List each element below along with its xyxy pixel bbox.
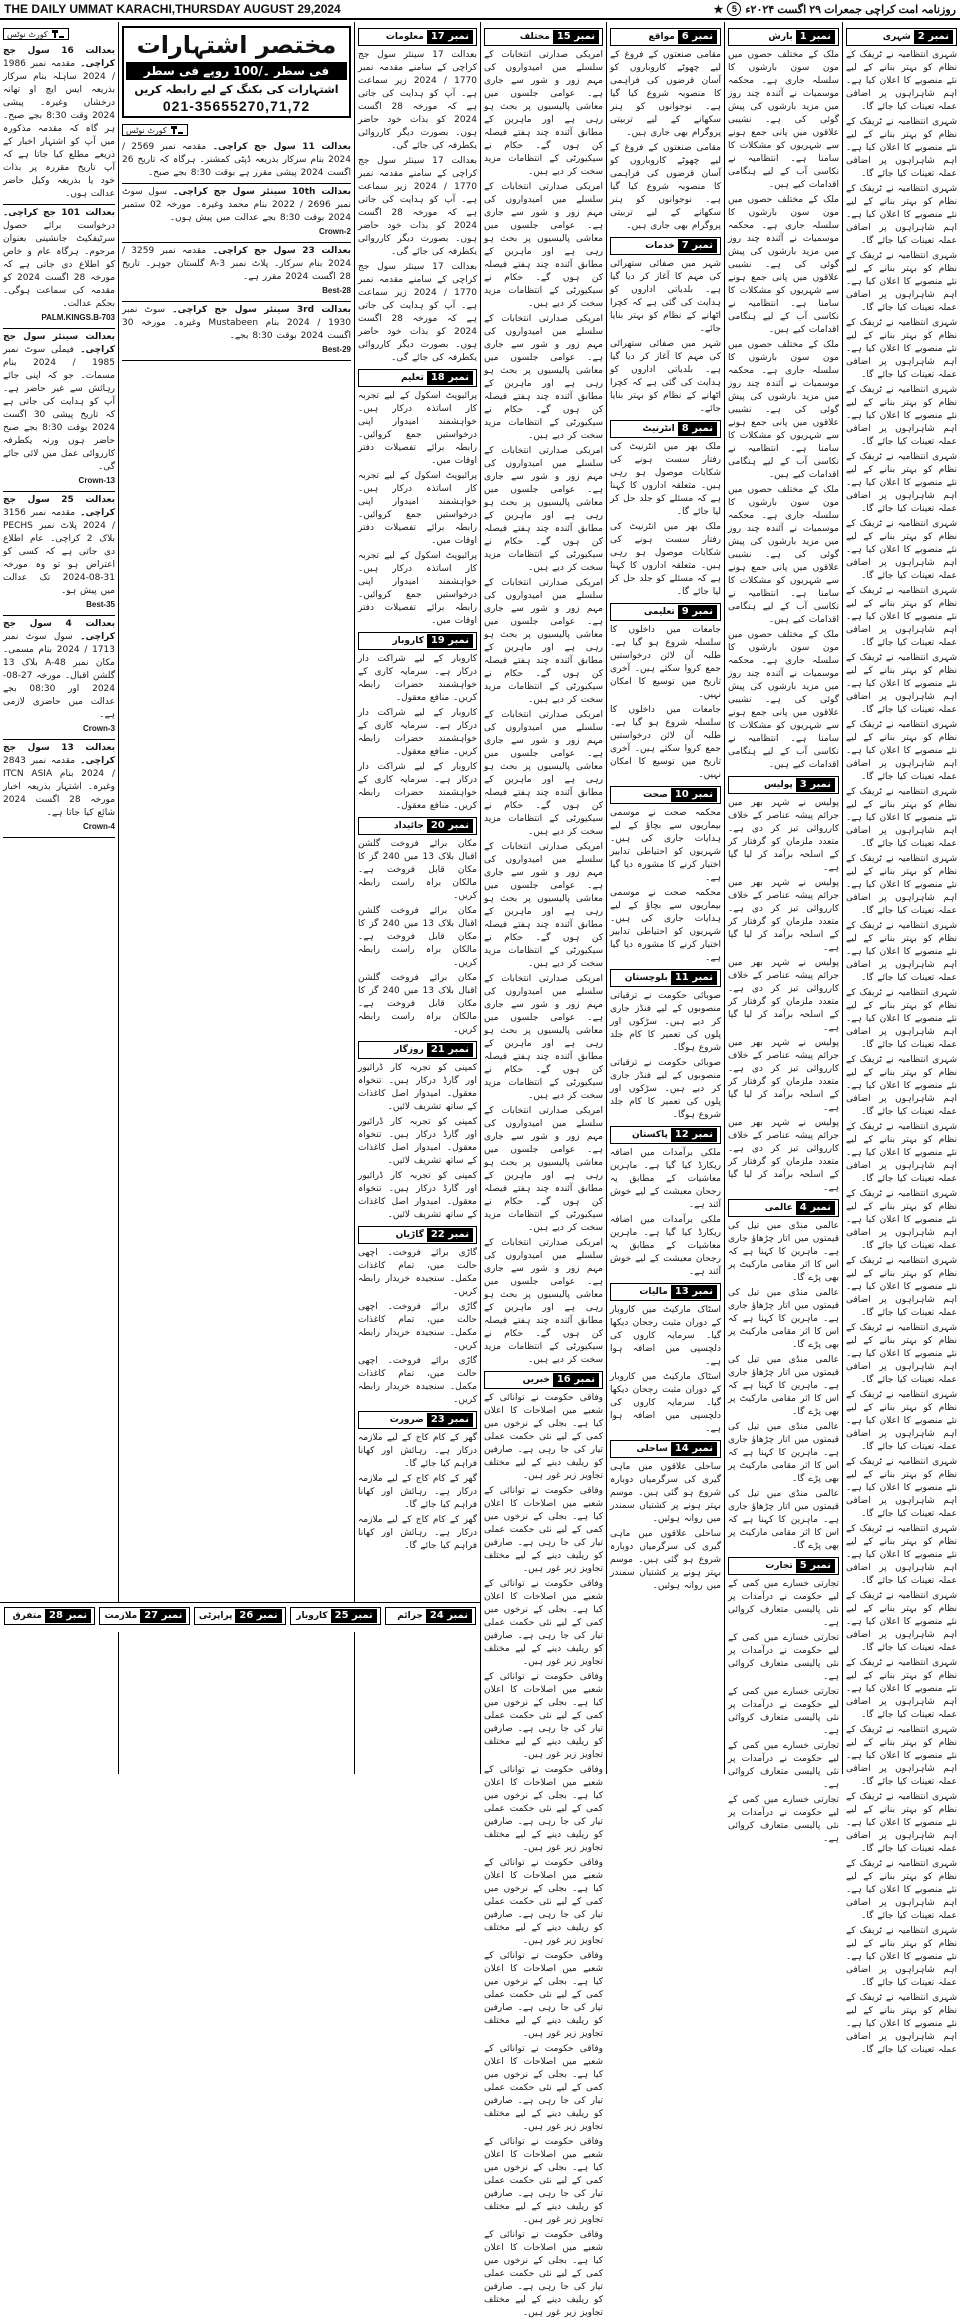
section-paragraph: وفاقی حکومت نے توانائی کے شعبے میں اصلاحات کا اعلان کیا ہے۔ بجلی کے نرخوں میں کمی کے لیے نئی حکمت عملی تیار کی جا رہی ہے۔ صارفین کو ریلیف دینے کے لیے مختلف تجاویز زیر غور ہیں۔: [484, 1951, 603, 2039]
section-paragraph: مکان برائے فروخت گلشن اقبال بلاک 13 میں 240 گز کا مکان قابل فروخت ہے۔ مالکان براہ راست رابطہ کریں۔: [358, 839, 478, 901]
section-paragraph: امریکی صدارتی انتخابات کے سلسلے میں امیدواروں کی مہم زور و شور سے جاری ہے۔ عوامی جلسوں میں معاشی پالیسیوں پر بحث ہو رہی ہے اور ماہرین کے مطابق آئندہ چند ہفتے فیصلہ کن ہوں گے۔ حکام نے سیکیورٹی کے انتظامات مزید سخت کر دیے ہیں۔: [484, 50, 603, 177]
notice-heading: بعدالت 11 سول جج کراچی۔: [206, 142, 351, 152]
section-paragraph: شہری انتظامیہ نے ٹریفک کے نظام کو بہتر بنانے کے لیے نئے منصوبے کا اعلان کیا ہے۔ اہم شاہراہوں پر اضافی عملہ تعینات کیا جائے گا۔: [846, 921, 957, 983]
section-category: جائیداد: [394, 821, 424, 831]
section-paragraph: وفاقی حکومت نے توانائی کے شعبے میں اصلاحات کا اعلان کیا ہے۔ بجلی کے نرخوں میں کمی کے لیے نئی حکمت عملی تیار کی جا رہی ہے۔ صارفین کو ریلیف دینے کے لیے مختلف تجاویز زیر غور ہیں۔: [484, 1672, 603, 1760]
section-category: خدمات: [645, 241, 675, 251]
notice-heading: بعدالت سینئر سول جج کراچی۔: [3, 332, 115, 355]
section-body: [610, 1147, 721, 1279]
section-header: [358, 369, 477, 387]
section-number: نمبر 9: [678, 605, 717, 619]
section-header: [610, 420, 721, 438]
section-number: نمبر 23: [427, 1413, 473, 1427]
legal-notice: [3, 329, 115, 492]
section-paragraph: تجارتی خسارے میں کمی کے لیے حکومت نے درآمدات پر نئی پالیسی متعارف کروائی ہے۔: [728, 1633, 839, 1682]
section-paragraph: گاڑی برائے فروخت۔ اچھی حالت میں، تمام کاغذات مکمل۔ سنجیدہ خریدار رابطہ کریں۔: [358, 1302, 477, 1351]
section-paragraph: امریکی صدارتی انتخابات کے سلسلے میں امیدواروں کی مہم زور و شور سے جاری ہے۔ عوامی جلسوں میں معاشی پالیسیوں پر بحث ہو رہی ہے اور ماہرین کے مطابق آئندہ چند ہفتے فیصلہ کن ہوں گے۔ حکام نے سیکیورٹی کے انتظامات مزید سخت کر دیے ہیں۔: [484, 1238, 603, 1365]
column-legal-notices-1: [0, 22, 118, 1774]
section-header: [728, 776, 839, 794]
section-paragraph: شہری انتظامیہ نے ٹریفک کے نظام کو بہتر بنانے کے لیے نئے منصوبے کا اعلان کیا ہے۔ اہم شاہراہوں پر اضافی عملہ تعینات کیا جائے گا۔: [846, 50, 957, 112]
section-paragraph: محکمہ صحت نے موسمی بیماریوں سے بچاؤ کے لیے ہدایات جاری کی ہیں۔ شہریوں کو احتیاطی تدابیر اختیار کرنے کا مشورہ دیا گیا ہے۔: [610, 888, 721, 963]
section-number: نمبر 15: [553, 30, 599, 44]
legal-notice: [122, 302, 351, 361]
section-header: [728, 1199, 839, 1217]
section-header: [358, 1041, 477, 1059]
court-notice-label: کورٹ نوٹس: [126, 125, 167, 135]
section-number: نمبر 25: [331, 1609, 377, 1623]
notice-stamp: Best-35: [86, 600, 115, 609]
section-body: [484, 1392, 603, 2320]
section-body: [610, 990, 721, 1122]
section-paragraph: شہری انتظامیہ نے ٹریفک کے نظام کو بہتر بنانے کے لیے نئے منصوبے کا اعلان کیا ہے۔ اہم شاہراہوں پر اضافی عملہ تعینات کیا جائے گا۔: [846, 1658, 957, 1720]
section-header: [358, 817, 477, 835]
legal-notice: [3, 43, 115, 205]
section-category: مالیات: [639, 1287, 668, 1297]
classified-ad-banner: [122, 26, 351, 118]
section-paragraph: شہر میں صفائی ستھرائی کی مہم کا آغاز کر دیا گیا ہے۔ بلدیاتی اداروں کو ہدایت کی گئی ہے کہ کچرا اٹھانے کے نظام کو بہتر بنایا جائے۔: [610, 339, 721, 414]
section-paragraph: وفاقی حکومت نے توانائی کے شعبے میں اصلاحات کا اعلان کیا ہے۔ بجلی کے نرخوں میں کمی کے لیے نئی حکمت عملی تیار کی جا رہی ہے۔ صارفین کو ریلیف دینے کے لیے مختلف تجاویز زیر غور ہیں۔: [484, 1393, 603, 1481]
section-body: [846, 49, 957, 2057]
section-category: بارش: [768, 32, 793, 42]
section-paragraph: شہری انتظامیہ نے ٹریفک کے نظام کو بہتر بنانے کے لیے نئے منصوبے کا اعلان کیا ہے۔ اہم شاہراہوں پر اضافی عملہ تعینات کیا جائے گا۔: [846, 1323, 957, 1385]
section-paragraph: جامعات میں داخلوں کا سلسلہ شروع ہو گیا ہے۔ طلبہ آن لائن درخواستیں جمع کروا سکتے ہیں۔ آخری تاریخ میں توسیع کا امکان نہیں۔: [610, 705, 721, 780]
section-paragraph: ملک کے مختلف حصوں میں مون سون بارشوں کا سلسلہ جاری ہے۔ محکمہ موسمیات نے آئندہ چند روز میں مزید بارشوں کی پیش گوئی کی ہے۔ نشیبی علاقوں میں پانی جمع ہونے سے شہریوں کو مشکلات کا سامنا ہے۔ انتظامیہ نے نکاسی آب کے لیے ہنگامی اقدامات کیے ہیں۔: [728, 485, 839, 625]
section-category: تعلیمی: [643, 607, 675, 617]
section-category: شہری: [882, 32, 911, 42]
section-body: [610, 49, 721, 233]
section-header: [610, 28, 721, 46]
section-number: نمبر 12: [671, 1128, 717, 1142]
notice-text: مقدمہ نمبر 2843 / 2024 بنام ITCN ASIA وغیرہ۔ اشتہار بذریعہ اخبار مورخہ 28 اگست 2024 شائع کیا جاتا ہے۔: [3, 756, 116, 818]
section-number: نمبر 16: [553, 1373, 599, 1387]
section-category: خبریں: [522, 1375, 550, 1385]
legal-notices-list-2: [122, 139, 351, 361]
section-paragraph: ملکی برآمدات میں اضافہ ریکارڈ کیا گیا ہے۔ ماہرین معاشیات کے مطابق یہ رجحان معیشت کے لیے خوش آئند ہے۔: [610, 1215, 721, 1277]
section-paragraph: امریکی صدارتی انتخابات کے سلسلے میں امیدواروں کی مہم زور و شور سے جاری ہے۔ عوامی جلسوں میں معاشی پالیسیوں پر بحث ہو رہی ہے اور ماہرین کے مطابق آئندہ چند ہفتے فیصلہ کن ہوں گے۔ حکام نے سیکیورٹی کے انتظامات مزید سخت کر دیے ہیں۔: [484, 842, 603, 969]
section-body: [610, 807, 721, 965]
column-classifieds-3: [354, 22, 480, 1774]
section-paragraph: پولیس نے شہر بھر میں جرائم پیشہ عناصر کے خلاف کارروائی تیز کر دی ہے۔ متعدد ملزمان کو گرفتار کر کے اسلحہ برآمد کر لیا گیا ہے۔: [728, 1118, 839, 1193]
section-paragraph: امریکی صدارتی انتخابات کے سلسلے میں امیدواروں کی مہم زور و شور سے جاری ہے۔ عوامی جلسوں میں معاشی پالیسیوں پر بحث ہو رہی ہے اور ماہرین کے مطابق آئندہ چند ہفتے فیصلہ کن ہوں گے۔ حکام نے سیکیورٹی کے انتظامات مزید سخت کر دیے ہیں۔: [484, 182, 603, 309]
section-paragraph: شہری انتظامیہ نے ٹریفک کے نظام کو بہتر بنانے کے لیے نئے منصوبے کا اعلان کیا ہے۔ اہم شاہراہوں پر اضافی عملہ تعینات کیا جائے گا۔: [846, 519, 957, 581]
section-paragraph: شہری انتظامیہ نے ٹریفک کے نظام کو بہتر بنانے کے لیے نئے منصوبے کا اعلان کیا ہے۔ اہم شاہراہوں پر اضافی عملہ تعینات کیا جائے گا۔: [846, 1390, 957, 1452]
section-paragraph: شہری انتظامیہ نے ٹریفک کے نظام کو بہتر بنانے کے لیے نئے منصوبے کا اعلان کیا ہے۔ اہم شاہراہوں پر اضافی عملہ تعینات کیا جائے گا۔: [846, 854, 957, 916]
section-body: [610, 1304, 721, 1436]
section-paragraph: شہری انتظامیہ نے ٹریفک کے نظام کو بہتر بنانے کے لیے نئے منصوبے کا اعلان کیا ہے۔ اہم شاہراہوں پر اضافی عملہ تعینات کیا جائے گا۔: [846, 1591, 957, 1653]
notice-stamp: Best-29: [322, 345, 351, 354]
section-paragraph: امریکی صدارتی انتخابات کے سلسلے میں امیدواروں کی مہم زور و شور سے جاری ہے۔ عوامی جلسوں میں معاشی پالیسیوں پر بحث ہو رہی ہے اور ماہرین کے مطابق آئندہ چند ہفتے فیصلہ کن ہوں گے۔ حکام نے سیکیورٹی کے انتظامات مزید سخت کر دیے ہیں۔: [484, 710, 603, 837]
masthead-left-title: THE DAILY UMMAT KARACHI,THURSDAY AUGUST 29,2024: [4, 2, 341, 16]
section-number: نمبر 21: [427, 1043, 473, 1057]
notice-text: درخواست برائے حصول سرٹیفکیٹ جانشینی بعنوان مرحوم۔ ہرگاہ عام و خاص کو اطلاع دی جاتی ہے کہ مورخہ 28 اگست 2024 کو مقدمہ کی سماعت ہوگی۔ بحکم عدالت۔: [3, 221, 116, 309]
section-paragraph: ملک کے مختلف حصوں میں مون سون بارشوں کا سلسلہ جاری ہے۔ محکمہ موسمیات نے آئندہ چند روز میں مزید بارشوں کی پیش گوئی کی ہے۔ نشیبی علاقوں میں پانی جمع ہونے سے شہریوں کو مشکلات کا سامنا ہے۔ انتظامیہ نے نکاسی آب کے لیے ہنگامی اقدامات کیے ہیں۔: [728, 50, 839, 190]
section-paragraph: گھر کے کام کاج کے لیے ملازمہ درکار ہے۔ رہائش اور کھانا فراہم کیا جائے گا۔: [358, 1474, 477, 1510]
section-body: [610, 1461, 721, 1593]
section-category: تعلیم: [400, 373, 424, 383]
notice-heading: بعدالت 23 سول جج کراچی۔: [206, 246, 351, 256]
notice-text: فیملی سوٹ نمبر 1985 / 2024 بنام مسمات۔ جو کہ اپنی جائے رہائش سے غیر حاضر ہے۔ آپ کو ہدایت کی جاتی ہے کہ تاریخ پیشی 30 اگست 2024 بوقت 8:30 بجے صبح حاضر ہوں ورنہ یکطرفہ کارروائی عمل میں لائی جائے گی۔: [3, 345, 115, 472]
newspaper-page: [0, 22, 960, 2318]
section-paragraph: کاروبار کے لیے شراکت دار درکار ہے۔ سرمایہ کاری کے خواہشمند حضرات رابطہ کریں۔ منافع معقول۔: [358, 762, 477, 811]
masthead: [0, 0, 960, 18]
section-paragraph: شہری انتظامیہ نے ٹریفک کے نظام کو بہتر بنانے کے لیے نئے منصوبے کا اعلان کیا ہے۔ اہم شاہراہوں پر اضافی عملہ تعینات کیا جائے گا۔: [846, 1256, 957, 1318]
section-paragraph: اسٹاک مارکیٹ میں کاروبار کے دوران مثبت رجحان دیکھا گیا۔ سرمایہ کاروں کی دلچسپی میں اضافہ ہوا ہے۔: [610, 1305, 721, 1367]
section-paragraph: ملک کے مختلف حصوں میں مون سون بارشوں کا سلسلہ جاری ہے۔ محکمہ موسمیات نے آئندہ چند روز میں مزید بارشوں کی پیش گوئی کی ہے۔ نشیبی علاقوں میں پانی جمع ہونے سے شہریوں کو مشکلات کا سامنا ہے۔ انتظامیہ نے نکاسی آب کے لیے ہنگامی اقدامات کیے ہیں۔: [728, 340, 839, 480]
star-icon: ★: [713, 3, 724, 16]
legal-notice: [122, 184, 351, 243]
section-category: بلوچستان: [624, 973, 668, 983]
section-header: [358, 632, 477, 650]
section-paragraph: شہری انتظامیہ نے ٹریفک کے نظام کو بہتر بنانے کے لیے نئے منصوبے کا اعلان کیا ہے۔ اہم شاہراہوں پر اضافی عملہ تعینات کیا جائے گا۔: [846, 988, 957, 1050]
section-paragraph: شہری انتظامیہ نے ٹریفک کے نظام کو بہتر بنانے کے لیے نئے منصوبے کا اعلان کیا ہے۔ اہم شاہراہوں پر اضافی عملہ تعینات کیا جائے گا۔: [846, 1926, 957, 1988]
section-category: تجارت: [765, 1561, 793, 1571]
legal-notice: [122, 139, 351, 184]
section-paragraph: شہری انتظامیہ نے ٹریفک کے نظام کو بہتر بنانے کے لیے نئے منصوبے کا اعلان کیا ہے۔ اہم شاہراہوں پر اضافی عملہ تعینات کیا جائے گا۔: [846, 1792, 957, 1854]
section-number: نمبر 1: [796, 30, 835, 44]
section-category: پاکستان: [631, 1130, 668, 1140]
section-paragraph: پرائیویٹ اسکول کے لیے تجربہ کار اساتذہ درکار ہیں۔ خواہشمند امیدوار اپنی درخواستیں جمع کروائیں۔ رابطہ برائے تفصیلات دفتر اوقات میں۔: [358, 551, 477, 626]
section-paragraph: شہری انتظامیہ نے ٹریفک کے نظام کو بہتر بنانے کے لیے نئے منصوبے کا اعلان کیا ہے۔ اہم شاہراہوں پر اضافی عملہ تعینات کیا جائے گا۔: [846, 586, 957, 648]
section-paragraph: مکان برائے فروخت گلشن اقبال بلاک 13 میں 240 گز کا مکان قابل فروخت ہے۔ مالکان براہ راست رابطہ کریں۔: [358, 906, 478, 968]
news-list-4: [484, 28, 603, 2320]
legal-notice: [3, 492, 115, 616]
section-paragraph: کمپنی کو تجربہ کار ڈرائیور اور گارڈ درکار ہیں۔ تنخواہ معقول۔ امیدوار اصل کاغذات کے ساتھ تشریف لائیں۔: [358, 1171, 477, 1220]
section-header: [358, 1226, 477, 1244]
section-paragraph: وفاقی حکومت نے توانائی کے شعبے میں اصلاحات کا اعلان کیا ہے۔ بجلی کے نرخوں میں کمی کے لیے نئی حکمت عملی تیار کی جا رہی ہے۔ صارفین کو ریلیف دینے کے لیے مختلف تجاویز زیر غور ہیں۔: [484, 1858, 603, 1946]
court-notice-tag-2: [122, 124, 188, 136]
section-category: پراپرٹی: [198, 1611, 233, 1621]
section-paragraph: ملک کے مختلف حصوں میں مون سون بارشوں کا سلسلہ جاری ہے۔ محکمہ موسمیات نے آئندہ چند روز میں مزید بارشوں کی پیش گوئی کی ہے۔ نشیبی علاقوں میں پانی جمع ہونے سے شہریوں کو مشکلات کا سامنا ہے۔ انتظامیہ نے نکاسی آب کے لیے ہنگامی اقدامات کیے ہیں۔: [728, 630, 839, 770]
column-news-7: [842, 22, 960, 2055]
column-legal-notices-2: [118, 22, 354, 1774]
section-paragraph: شہری انتظامیہ نے ٹریفک کے نظام کو بہتر بنانے کے لیے نئے منصوبے کا اعلان کیا ہے۔ اہم شاہراہوں پر اضافی عملہ تعینات کیا جائے گا۔: [846, 1457, 957, 1519]
section-body: [358, 1062, 477, 1222]
notice-heading: بعدالت 3rd سینئر سول جج کراچی۔: [165, 305, 351, 315]
section-number: نمبر 26: [235, 1609, 281, 1623]
section-paragraph: شہری انتظامیہ نے ٹریفک کے نظام کو بہتر بنانے کے لیے نئے منصوبے کا اعلان کیا ہے۔ اہم شاہراہوں پر اضافی عملہ تعینات کیا جائے گا۔: [846, 1122, 957, 1184]
section-paragraph: امریکی صدارتی انتخابات کے سلسلے میں امیدواروں کی مہم زور و شور سے جاری ہے۔ عوامی جلسوں میں معاشی پالیسیوں پر بحث ہو رہی ہے اور ماہرین کے مطابق آئندہ چند ہفتے فیصلہ کن ہوں گے۔ حکام نے سیکیورٹی کے انتظامات مزید سخت کر دیے ہیں۔: [484, 578, 603, 705]
section-body: [358, 653, 477, 813]
column-news-6: [724, 22, 842, 1844]
section-body: [358, 1432, 477, 1553]
section-number: نمبر 8: [678, 422, 717, 436]
section-paragraph: شہری انتظامیہ نے ٹریفک کے نظام کو بہتر بنانے کے لیے نئے منصوبے کا اعلان کیا ہے۔ اہم شاہراہوں پر اضافی عملہ تعینات کیا جائے گا۔: [846, 1524, 957, 1586]
notice-stamp: Best-28: [322, 286, 351, 295]
section-paragraph: تجارتی خسارے میں کمی کے لیے حکومت نے درآمدات پر نئی پالیسی متعارف کروائی ہے۔: [728, 1741, 839, 1790]
section-category: معلومات: [385, 32, 424, 42]
section-paragraph: وفاقی حکومت نے توانائی کے شعبے میں اصلاحات کا اعلان کیا ہے۔ بجلی کے نرخوں میں کمی کے لیے نئی حکمت عملی تیار کی جا رہی ہے۔ صارفین کو ریلیف دینے کے لیے مختلف تجاویز زیر غور ہیں۔: [484, 1765, 603, 1853]
bottom-section-header: [194, 1607, 285, 1625]
section-header: [728, 1557, 839, 1575]
section-paragraph: گاڑی برائے فروخت۔ اچھی حالت میں، تمام کاغذات مکمل۔ سنجیدہ خریدار رابطہ کریں۔: [358, 1248, 477, 1297]
section-paragraph: پولیس نے شہر بھر میں جرائم پیشہ عناصر کے خلاف کارروائی تیز کر دی ہے۔ متعدد ملزمان کو گرفتار کر کے اسلحہ برآمد کر لیا گیا ہے۔: [728, 1038, 839, 1113]
news-list-7: [846, 28, 957, 2057]
section-paragraph: امریکی صدارتی انتخابات کے سلسلے میں امیدواروں کی مہم زور و شور سے جاری ہے۔ عوامی جلسوں میں معاشی پالیسیوں پر بحث ہو رہی ہے اور ماہرین کے مطابق آئندہ چند ہفتے فیصلہ کن ہوں گے۔ حکام نے سیکیورٹی کے انتظامات مزید سخت کر دیے ہیں۔: [484, 1106, 603, 1233]
section-paragraph: شہری انتظامیہ نے ٹریفک کے نظام کو بہتر بنانے کے لیے نئے منصوبے کا اعلان کیا ہے۔ اہم شاہراہوں پر اضافی عملہ تعینات کیا جائے گا۔: [846, 653, 957, 715]
section-paragraph: امریکی صدارتی انتخابات کے سلسلے میں امیدواروں کی مہم زور و شور سے جاری ہے۔ عوامی جلسوں میں معاشی پالیسیوں پر بحث ہو رہی ہے اور ماہرین کے مطابق آئندہ چند ہفتے فیصلہ کن ہوں گے۔ حکام نے سیکیورٹی کے انتظامات مزید سخت کر دیے ہیں۔: [484, 314, 603, 441]
section-number: نمبر 27: [140, 1609, 186, 1623]
section-paragraph: بعدالت 17 سینئر سول جج کراچی کے سامنے مقدمہ نمبر 1770 / 2024 زیر سماعت ہے۔ آپ کو ہدایت کی جاتی ہے کہ مورخہ 28 اگست 2024 کو بذات خود حاضر ہوں۔ بصورت دیگر کارروائی یکطرفہ کی جائے گی۔: [358, 156, 477, 257]
section-paragraph: پولیس نے شہر بھر میں جرائم پیشہ عناصر کے خلاف کارروائی تیز کر دی ہے۔ متعدد ملزمان کو گرفتار کر کے اسلحہ برآمد کر لیا گیا ہے۔: [728, 878, 839, 953]
section-paragraph: عالمی منڈی میں تیل کی قیمتوں میں اتار چڑھاؤ جاری ہے۔ ماہرین کا کہنا ہے کہ اس کا اثر مقامی مارکیٹ پر بھی پڑے گا۔: [728, 1355, 839, 1417]
section-paragraph: محکمہ صحت نے موسمی بیماریوں سے بچاؤ کے لیے ہدایات جاری کی ہیں۔ شہریوں کو احتیاطی تدابیر اختیار کرنے کا مشورہ دیا گیا ہے۔: [610, 808, 721, 883]
legal-notice: [3, 740, 115, 838]
notice-text: مقدمہ نمبر 3156 / 2024 پلاٹ نمبر PECHS بلاک 2 کراچی۔ عام اطلاع دی جاتی ہے کہ کسی کو اعتراض ہو تو وہ مورخہ 31-08-2024 تک عدالت میں پیش ہو۔: [3, 508, 115, 596]
section-category: کاروبار: [392, 636, 424, 646]
section-paragraph: کمپنی کو تجربہ کار ڈرائیور اور گارڈ درکار ہیں۔ تنخواہ معقول۔ امیدوار اصل کاغذات کے ساتھ تشریف لائیں۔: [358, 1117, 477, 1166]
gavel-icon: [51, 29, 65, 39]
section-header: [484, 28, 603, 46]
section-paragraph: وفاقی حکومت نے توانائی کے شعبے میں اصلاحات کا اعلان کیا ہے۔ بجلی کے نرخوں میں کمی کے لیے نئی حکمت عملی تیار کی جا رہی ہے۔ صارفین کو ریلیف دینے کے لیے مختلف تجاویز زیر غور ہیں۔: [484, 2230, 603, 2318]
news-list-5: [610, 28, 721, 1593]
ad-phone-number: 021-35655270,71,72: [162, 98, 311, 114]
section-header: [610, 1440, 721, 1458]
court-notice-label: کورٹ نوٹس: [7, 29, 48, 39]
section-paragraph: جامعات میں داخلوں کا سلسلہ شروع ہو گیا ہے۔ طلبہ آن لائن درخواستیں جمع کروا سکتے ہیں۔ آخری تاریخ میں توسیع کا امکان نہیں۔: [610, 625, 721, 700]
section-category: مواقع: [648, 32, 675, 42]
notice-heading: بعدالت 13 سول جج کراچی۔: [3, 743, 115, 766]
section-header: [358, 28, 477, 46]
notice-text: سوٹ نمبر 1930 / 2024 بنام Mustabeen وغیرہ۔ مورخہ 30 اگست 2024 بوقت 8:30 بجے۔: [122, 305, 351, 341]
column-news-4: [480, 22, 606, 2318]
notice-stamp: Crown-2: [319, 227, 351, 236]
section-category: مختلف: [519, 32, 550, 42]
section-paragraph: شہری انتظامیہ نے ٹریفک کے نظام کو بہتر بنانے کے لیے نئے منصوبے کا اعلان کیا ہے۔ اہم شاہراہوں پر اضافی عملہ تعینات کیا جائے گا۔: [846, 720, 957, 782]
section-paragraph: کاروبار کے لیے شراکت دار درکار ہے۔ سرمایہ کاری کے خواہشمند حضرات رابطہ کریں۔ منافع معقول۔: [358, 708, 477, 757]
section-paragraph: شہری انتظامیہ نے ٹریفک کے نظام کو بہتر بنانے کے لیے نئے منصوبے کا اعلان کیا ہے۔ اہم شاہراہوں پر اضافی عملہ تعینات کیا جائے گا۔: [846, 787, 957, 849]
section-paragraph: عالمی منڈی میں تیل کی قیمتوں میں اتار چڑھاؤ جاری ہے۔ ماہرین کا کہنا ہے کہ اس کا اثر مقامی مارکیٹ پر بھی پڑے گا۔: [728, 1422, 839, 1484]
section-category: جرائم: [397, 1611, 423, 1621]
section-number: نمبر 13: [671, 1285, 717, 1299]
section-number: نمبر 22: [427, 1228, 473, 1242]
section-paragraph: وفاقی حکومت نے توانائی کے شعبے میں اصلاحات کا اعلان کیا ہے۔ بجلی کے نرخوں میں کمی کے لیے نئی حکمت عملی تیار کی جا رہی ہے۔ صارفین کو ریلیف دینے کے لیے مختلف تجاویز زیر غور ہیں۔: [484, 2137, 603, 2225]
section-paragraph: بعدالت 17 سینئر سول جج کراچی کے سامنے مقدمہ نمبر 1770 / 2024 زیر سماعت ہے۔ آپ کو ہدایت کی جاتی ہے کہ مورخہ 28 اگست 2024 کو بذات خود حاضر ہوں۔ بصورت دیگر کارروائی یکطرفہ کی جائے گی۔: [358, 262, 477, 363]
bottom-section-header: [4, 1607, 95, 1625]
bottom-section-strip: [0, 1602, 480, 1632]
section-number: نمبر 28: [45, 1609, 91, 1623]
section-body: [728, 49, 839, 772]
bottom-section-header: [385, 1607, 476, 1625]
section-category: روزگار: [394, 1045, 424, 1055]
section-paragraph: اسٹاک مارکیٹ میں کاروبار کے دوران مثبت رجحان دیکھا گیا۔ سرمایہ کاروں کی دلچسپی میں اضافہ ہوا ہے۔: [610, 1372, 721, 1434]
section-category: صحت: [643, 790, 668, 800]
section-paragraph: شہری انتظامیہ نے ٹریفک کے نظام کو بہتر بنانے کے لیے نئے منصوبے کا اعلان کیا ہے۔ اہم شاہراہوں پر اضافی عملہ تعینات کیا جائے گا۔: [846, 1993, 957, 2055]
section-header: [610, 603, 721, 621]
ad-booking-text: اشتہارات کی بکنگ کے لیے رابطہ کریں: [134, 83, 339, 96]
notice-text: سول سوٹ نمبر 1713 / 2024 بنام مسمی۔ مکان نمبر A-48 بلاک 13 گلشن اقبال۔ مورخہ 27-08-2024 اور 08:30 بجے عدالت میں حاضری لازمی ہے۔: [3, 632, 116, 720]
section-body: [728, 1578, 839, 1846]
section-number: نمبر 18: [427, 371, 473, 385]
section-paragraph: تجارتی خسارے میں کمی کے لیے حکومت نے درآمدات پر نئی پالیسی متعارف کروائی ہے۔: [728, 1687, 839, 1736]
section-paragraph: گاڑی برائے فروخت۔ اچھی حالت میں، تمام کاغذات مکمل۔ سنجیدہ خریدار رابطہ کریں۔: [358, 1356, 477, 1405]
section-category: عالمی: [764, 1203, 793, 1213]
section-category: متفرق: [12, 1611, 43, 1621]
section-body: [484, 49, 603, 1367]
section-paragraph: شہری انتظامیہ نے ٹریفک کے نظام کو بہتر بنانے کے لیے نئے منصوبے کا اعلان کیا ہے۔ اہم شاہراہوں پر اضافی عملہ تعینات کیا جائے گا۔: [846, 1189, 957, 1251]
section-number: نمبر 17: [427, 30, 473, 44]
notice-heading: بعدالت 10th سینئر سول جج کراچی۔: [167, 187, 351, 197]
section-paragraph: عالمی منڈی میں تیل کی قیمتوں میں اتار چڑھاؤ جاری ہے۔ ماہرین کا کہنا ہے کہ اس کا اثر مقامی مارکیٹ پر بھی پڑے گا۔: [728, 1221, 839, 1283]
section-header: [610, 1126, 721, 1144]
ad-rate: فی سطر ۔/100 روپے فی سطر: [126, 62, 347, 80]
masthead-right-title: روزنامہ امت کراچی جمعرات ۲۹ اگست ۲۰۲۴ء: [745, 3, 956, 16]
section-number: نمبر 3: [796, 778, 835, 792]
section-header: [358, 1411, 477, 1429]
masthead-rule: [0, 18, 960, 20]
section-paragraph: عالمی منڈی میں تیل کی قیمتوں میں اتار چڑھاؤ جاری ہے۔ ماہرین کا کہنا ہے کہ اس کا اثر مقامی مارکیٹ پر بھی پڑے گا۔: [728, 1489, 839, 1551]
classifieds-list-3: [358, 28, 477, 1553]
section-body: [728, 797, 839, 1195]
notice-stamp: PALM.KINGS.B-703: [41, 313, 115, 322]
section-paragraph: امریکی صدارتی انتخابات کے سلسلے میں امیدواروں کی مہم زور و شور سے جاری ہے۔ عوامی جلسوں میں معاشی پالیسیوں پر بحث ہو رہی ہے اور ماہرین کے مطابق آئندہ چند ہفتے فیصلہ کن ہوں گے۔ حکام نے سیکیورٹی کے انتظامات مزید سخت کر دیے ہیں۔: [484, 974, 603, 1101]
masthead-right: [713, 2, 956, 16]
section-category: ضرورت: [389, 1415, 424, 1425]
section-header: [610, 786, 721, 804]
section-header: [484, 1371, 603, 1389]
section-paragraph: شہری انتظامیہ نے ٹریفک کے نظام کو بہتر بنانے کے لیے نئے منصوبے کا اعلان کیا ہے۔ اہم شاہراہوں پر اضافی عملہ تعینات کیا جائے گا۔: [846, 1055, 957, 1117]
ad-title: مختصر اشتہارات: [136, 31, 337, 59]
section-body: [358, 390, 477, 628]
section-header: [610, 1283, 721, 1301]
section-number: نمبر 10: [671, 788, 717, 802]
section-paragraph: مکان برائے فروخت گلشن اقبال بلاک 13 میں 240 گز کا مکان قابل فروخت ہے۔ مالکان براہ راست رابطہ کریں۔: [358, 973, 478, 1035]
notice-text: مقدمہ نمبر 3259 / 2024 بنام سرکار۔ پلاٹ نمبر A-3 گلستان جوہر۔ تاریخ 28 اگست 2024 مقرر ہے۔: [122, 246, 352, 282]
section-category: انٹرنیٹ: [642, 424, 675, 434]
section-paragraph: شہری انتظامیہ نے ٹریفک کے نظام کو بہتر بنانے کے لیے نئے منصوبے کا اعلان کیا ہے۔ اہم شاہراہوں پر اضافی عملہ تعینات کیا جائے گا۔: [846, 184, 957, 246]
section-paragraph: گھر کے کام کاج کے لیے ملازمہ درکار ہے۔ رہائش اور کھانا فراہم کیا جائے گا۔: [358, 1515, 477, 1551]
section-body: [358, 838, 477, 1037]
section-number: نمبر 14: [671, 1442, 717, 1456]
section-body: [610, 441, 721, 599]
section-header: [728, 28, 839, 46]
section-paragraph: عالمی منڈی میں تیل کی قیمتوں میں اتار چڑھاؤ جاری ہے۔ ماہرین کا کہنا ہے کہ اس کا اثر مقامی مارکیٹ پر بھی پڑے گا۔: [728, 1288, 839, 1350]
notice-stamp: Crown-4: [83, 822, 115, 831]
section-paragraph: صوبائی حکومت نے ترقیاتی منصوبوں کے لیے فنڈز جاری کر دیے ہیں۔ سڑکوں اور پلوں کی تعمیر کا کام جلد شروع ہوگا۔: [610, 1058, 721, 1120]
section-paragraph: پرائیویٹ اسکول کے لیے تجربہ کار اساتذہ درکار ہیں۔ خواہشمند امیدوار اپنی درخواستیں جمع کروائیں۔ رابطہ برائے تفصیلات دفتر اوقات میں۔: [358, 391, 477, 466]
legal-notice: [3, 205, 115, 329]
section-paragraph: پرائیویٹ اسکول کے لیے تجربہ کار اساتذہ درکار ہیں۔ خواہشمند امیدوار اپنی درخواستیں جمع کروائیں۔ رابطہ برائے تفصیلات دفتر اوقات میں۔: [358, 471, 477, 546]
legal-notice: [122, 243, 351, 302]
section-paragraph: ملک بھر میں انٹرنیٹ کی رفتار سست ہونے کی شکایات موصول ہو رہی ہیں۔ متعلقہ اداروں کا کہنا ہے کہ مسئلے کو جلد حل کر لیا جائے گا۔: [610, 442, 721, 517]
section-number: نمبر 7: [678, 239, 717, 253]
section-paragraph: ساحلی علاقوں میں ماہی گیری کی سرگرمیاں دوبارہ شروع ہو گئی ہیں۔ موسم بہتر ہونے پر کشتیاں سمندر میں روانہ ہوئیں۔: [610, 1462, 721, 1524]
section-body: [358, 1247, 477, 1407]
notice-text: مقدمہ نمبر 1986 / 2024 ساہلہ بنام سرکار بذریعہ ایس ایچ او تھانہ درخشاں وغیرہ۔ پیشی 2024 وقت 8:30 بجے صبح۔ ہر گاہ کہ مقدمہ مذکورہ میں آپ کو اشتہار اخبار کے ذریعے مطلع کیا جاتا ہے کہ آپ تاریخ مقررہ پر بذات خود یا بذریعہ وکیل حاضر عدالت ہوں۔: [3, 59, 115, 199]
section-body: [610, 258, 721, 416]
section-paragraph: مقامی صنعتوں کے فروغ کے لیے چھوٹے کاروباروں کو آسان قرضوں کی فراہمی کا منصوبہ شروع کیا گیا ہے۔ نوجوانوں کو ہنر سکھانے کے لیے تربیتی پروگرام بھی جاری ہیں۔: [610, 143, 721, 231]
section-paragraph: شہری انتظامیہ نے ٹریفک کے نظام کو بہتر بنانے کے لیے نئے منصوبے کا اعلان کیا ہے۔ اہم شاہراہوں پر اضافی عملہ تعینات کیا جائے گا۔: [846, 117, 957, 179]
section-paragraph: شہری انتظامیہ نے ٹریفک کے نظام کو بہتر بنانے کے لیے نئے منصوبے کا اعلان کیا ہے۔ اہم شاہراہوں پر اضافی عملہ تعینات کیا جائے گا۔: [846, 385, 957, 447]
section-header: [610, 969, 721, 987]
section-paragraph: مقامی صنعتوں کے فروغ کے لیے چھوٹے کاروباروں کو آسان قرضوں کی فراہمی کا منصوبہ شروع کیا گیا ہے۔ نوجوانوں کو ہنر سکھانے کے لیے تربیتی پروگرام بھی جاری ہیں۔: [610, 50, 721, 138]
section-paragraph: وفاقی حکومت نے توانائی کے شعبے میں اصلاحات کا اعلان کیا ہے۔ بجلی کے نرخوں میں کمی کے لیے نئی حکمت عملی تیار کی جا رہی ہے۔ صارفین کو ریلیف دینے کے لیے مختلف تجاویز زیر غور ہیں۔: [484, 2044, 603, 2132]
section-paragraph: کمپنی کو تجربہ کار ڈرائیور اور گارڈ درکار ہیں۔ تنخواہ معقول۔ امیدوار اصل کاغذات کے ساتھ تشریف لائیں۔: [358, 1063, 477, 1112]
bottom-section-header: [99, 1607, 190, 1625]
section-paragraph: صوبائی حکومت نے ترقیاتی منصوبوں کے لیے فنڈز جاری کر دیے ہیں۔ سڑکوں اور پلوں کی تعمیر کا کام جلد شروع ہوگا۔: [610, 991, 721, 1053]
notice-heading: بعدالت 16 سول جج کراچی۔: [3, 46, 115, 69]
section-category: پولیس: [763, 780, 793, 790]
section-paragraph: شہر میں صفائی ستھرائی کی مہم کا آغاز کر دیا گیا ہے۔ بلدیاتی اداروں کو ہدایت کی گئی ہے کہ کچرا اٹھانے کے نظام کو بہتر بنایا جائے۔: [610, 259, 721, 334]
column-news-5: [606, 22, 724, 1774]
section-number: نمبر 5: [796, 1559, 835, 1573]
notice-heading: بعدالت 25 سول جج کراچی۔: [3, 495, 115, 518]
section-paragraph: شہری انتظامیہ نے ٹریفک کے نظام کو بہتر بنانے کے لیے نئے منصوبے کا اعلان کیا ہے۔ اہم شاہراہوں پر اضافی عملہ تعینات کیا جائے گا۔: [846, 1725, 957, 1787]
section-paragraph: کاروبار کے لیے شراکت دار درکار ہے۔ سرمایہ کاری کے خواہشمند حضرات رابطہ کریں۔ منافع معقول۔: [358, 654, 477, 703]
notice-stamp: Crown-13: [78, 476, 115, 485]
section-paragraph: گھر کے کام کاج کے لیے ملازمہ درکار ہے۔ رہائش اور کھانا فراہم کیا جائے گا۔: [358, 1433, 477, 1469]
page-number: 5: [727, 2, 741, 16]
section-body: [728, 1220, 839, 1553]
section-category: ملازمت: [104, 1611, 138, 1621]
section-paragraph: وفاقی حکومت نے توانائی کے شعبے میں اصلاحات کا اعلان کیا ہے۔ بجلی کے نرخوں میں کمی کے لیے نئی حکمت عملی تیار کی جا رہی ہے۔ صارفین کو ریلیف دینے کے لیے مختلف تجاویز زیر غور ہیں۔: [484, 1486, 603, 1574]
section-paragraph: پولیس نے شہر بھر میں جرائم پیشہ عناصر کے خلاف کارروائی تیز کر دی ہے۔ متعدد ملزمان کو گرفتار کر کے اسلحہ برآمد کر لیا گیا ہے۔: [728, 958, 839, 1033]
notice-heading: بعدالت 4 سول جج کراچی۔: [3, 619, 115, 642]
bottom-section-header: [290, 1607, 381, 1625]
section-header: [610, 237, 721, 255]
section-header: [846, 28, 957, 46]
section-paragraph: ملک کے مختلف حصوں میں مون سون بارشوں کا سلسلہ جاری ہے۔ محکمہ موسمیات نے آئندہ چند روز میں مزید بارشوں کی پیش گوئی کی ہے۔ نشیبی علاقوں میں پانی جمع ہونے سے شہریوں کو مشکلات کا سامنا ہے۔ انتظامیہ نے نکاسی آب کے لیے ہنگامی اقدامات کیے ہیں۔: [728, 195, 839, 335]
section-paragraph: تجارتی خسارے میں کمی کے لیے حکومت نے درآمدات پر نئی پالیسی متعارف کروائی ہے۔: [728, 1579, 839, 1628]
section-paragraph: امریکی صدارتی انتخابات کے سلسلے میں امیدواروں کی مہم زور و شور سے جاری ہے۔ عوامی جلسوں میں معاشی پالیسیوں پر بحث ہو رہی ہے اور ماہرین کے مطابق آئندہ چند ہفتے فیصلہ کن ہوں گے۔ حکام نے سیکیورٹی کے انتظامات مزید سخت کر دیے ہیں۔: [484, 446, 603, 573]
section-category: گاڑیاں: [395, 1230, 424, 1240]
notice-text: سول سوٹ نمبر 2696 / 2022 بنام محمد وغیرہ۔ مورخہ 02 ستمبر 2024 بوقت 8:30 بجے عدالت میں پیش ہوں۔: [122, 187, 351, 223]
section-paragraph: ملکی برآمدات میں اضافہ ریکارڈ کیا گیا ہے۔ ماہرین معاشیات کے مطابق یہ رجحان معیشت کے لیے خوش آئند ہے۔: [610, 1148, 721, 1210]
notice-heading: بعدالت 101 جج کراچی۔: [3, 208, 115, 218]
section-paragraph: شہری انتظامیہ نے ٹریفک کے نظام کو بہتر بنانے کے لیے نئے منصوبے کا اعلان کیا ہے۔ اہم شاہراہوں پر اضافی عملہ تعینات کیا جائے گا۔: [846, 452, 957, 514]
section-paragraph: شہری انتظامیہ نے ٹریفک کے نظام کو بہتر بنانے کے لیے نئے منصوبے کا اعلان کیا ہے۔ اہم شاہراہوں پر اضافی عملہ تعینات کیا جائے گا۔: [846, 1859, 957, 1921]
section-category: کاروبار: [296, 1611, 328, 1621]
section-category: ساحلی: [636, 1444, 668, 1454]
section-number: نمبر 20: [427, 819, 473, 833]
section-paragraph: بعدالت 17 سینئر سول جج کراچی کے سامنے مقدمہ نمبر 1770 / 2024 زیر سماعت ہے۔ آپ کو ہدایت کی جاتی ہے کہ مورخہ 28 اگست 2024 کو بذات خود حاضر ہوں۔ بصورت دیگر کارروائی یکطرفہ کی جائے گی۔: [358, 50, 477, 151]
section-paragraph: شہری انتظامیہ نے ٹریفک کے نظام کو بہتر بنانے کے لیے نئے منصوبے کا اعلان کیا ہے۔ اہم شاہراہوں پر اضافی عملہ تعینات کیا جائے گا۔: [846, 251, 957, 313]
section-number: نمبر 2: [914, 30, 953, 44]
legal-notice: [3, 616, 115, 740]
section-number: نمبر 19: [427, 634, 473, 648]
gavel-icon: [170, 125, 184, 135]
section-body: [610, 624, 721, 782]
section-paragraph: ساحلی علاقوں میں ماہی گیری کی سرگرمیاں دوبارہ شروع ہو گئی ہیں۔ موسم بہتر ہونے پر کشتیاں سمندر میں روانہ ہوئیں۔: [610, 1529, 721, 1591]
notice-text: مقدمہ نمبر 2569 / 2024 بنام سرکار بذریعہ ڈپٹی کمشنر۔ ہرگاہ کہ تاریخ 26 اگست 2024 پیشی مقرر ہے بوقت 8:30 بجے صبح۔: [122, 142, 351, 178]
section-paragraph: وفاقی حکومت نے توانائی کے شعبے میں اصلاحات کا اعلان کیا ہے۔ بجلی کے نرخوں میں کمی کے لیے نئی حکمت عملی تیار کی جا رہی ہے۔ صارفین کو ریلیف دینے کے لیے مختلف تجاویز زیر غور ہیں۔: [484, 1579, 603, 1667]
section-number: نمبر 4: [796, 1201, 835, 1215]
section-number: نمبر 11: [671, 971, 717, 985]
legal-notices-list: [3, 43, 115, 838]
news-list-6: [728, 28, 839, 1846]
section-paragraph: ملک بھر میں انٹرنیٹ کی رفتار سست ہونے کی شکایات موصول ہو رہی ہیں۔ متعلقہ اداروں کا کہنا ہے کہ مسئلے کو جلد حل کر لیا جائے گا۔: [610, 522, 721, 597]
section-paragraph: تجارتی خسارے میں کمی کے لیے حکومت نے درآمدات پر نئی پالیسی متعارف کروائی ہے۔: [728, 1795, 839, 1844]
section-paragraph: پولیس نے شہر بھر میں جرائم پیشہ عناصر کے خلاف کارروائی تیز کر دی ہے۔ متعدد ملزمان کو گرفتار کر کے اسلحہ برآمد کر لیا گیا ہے۔: [728, 798, 839, 873]
court-notice-tag: [3, 28, 69, 40]
section-number: نمبر 6: [678, 30, 717, 44]
notice-stamp: Crown-3: [83, 724, 115, 733]
section-paragraph: شہری انتظامیہ نے ٹریفک کے نظام کو بہتر بنانے کے لیے نئے منصوبے کا اعلان کیا ہے۔ اہم شاہراہوں پر اضافی عملہ تعینات کیا جائے گا۔: [846, 318, 957, 380]
section-body: [358, 49, 477, 365]
section-number: نمبر 24: [426, 1609, 472, 1623]
